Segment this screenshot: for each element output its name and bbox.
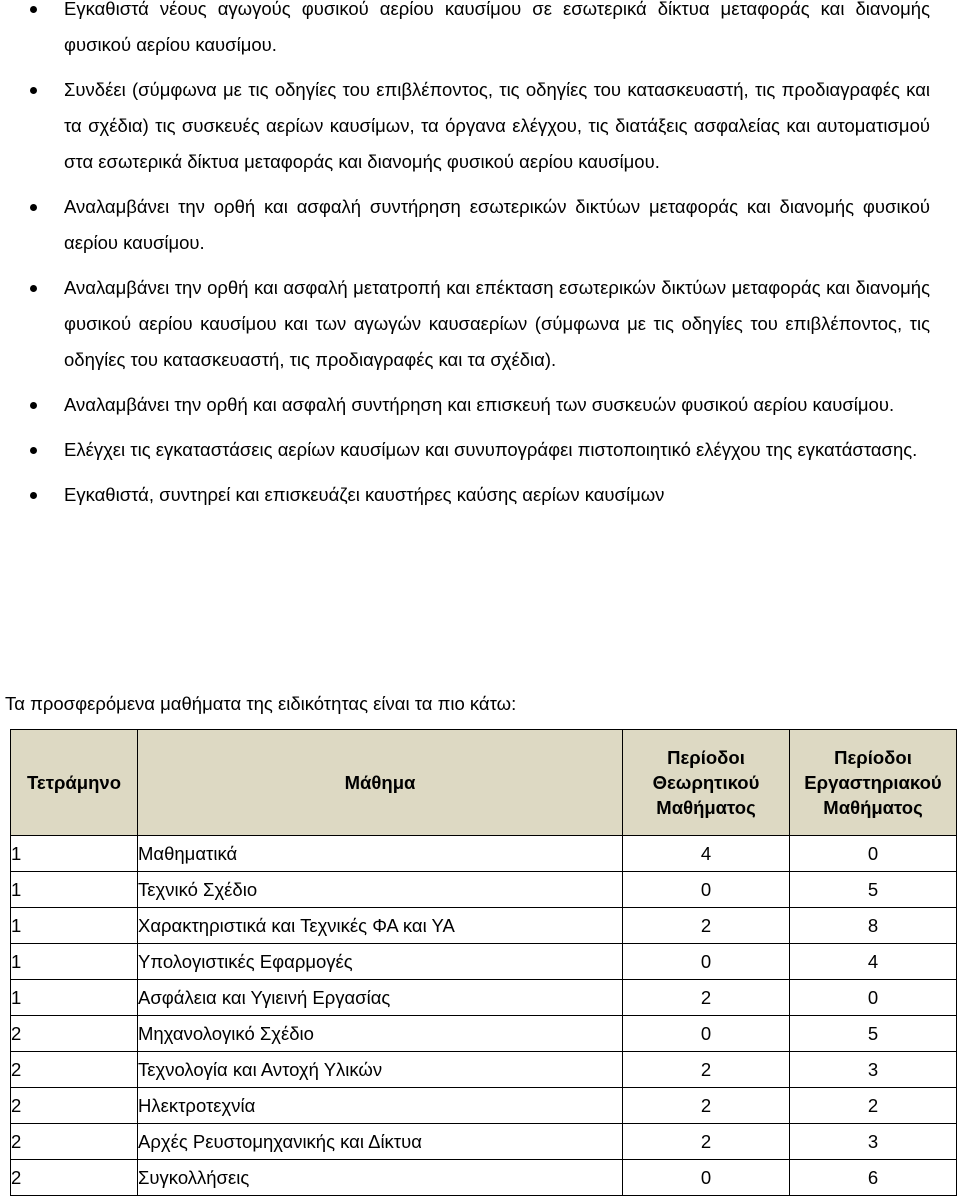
cell-lab-periods: 4 bbox=[790, 944, 957, 980]
cell-course: Υπολογιστικές Εφαρμογές bbox=[138, 944, 623, 980]
list-item-text: Εγκαθιστά νέους αγωγούς φυσικού αερίου καυσίμου σε εσωτερικά δίκτυα μεταφοράς και διανομής φυσικού αερίου καυσίμου. bbox=[64, 0, 930, 55]
cell-theory-periods: 0 bbox=[623, 1160, 790, 1196]
table-row bbox=[11, 872, 957, 908]
cell-semester: 2 bbox=[11, 1124, 138, 1160]
duties-list bbox=[0, 0, 960, 522]
cell-lab-periods: 0 bbox=[790, 836, 957, 872]
cell-theory-periods: 2 bbox=[623, 908, 790, 944]
cell-theory-periods: 0 bbox=[623, 1016, 790, 1052]
cell-lab-periods: 6 bbox=[790, 1160, 957, 1196]
list-item bbox=[0, 477, 960, 513]
table-row bbox=[11, 1016, 957, 1052]
bullet-dot-icon bbox=[30, 492, 37, 499]
table-row bbox=[11, 1052, 957, 1088]
cell-lab-periods: 8 bbox=[790, 908, 957, 944]
cell-theory-periods: 2 bbox=[623, 980, 790, 1016]
courses-intro: Τα προσφερόμενα μαθήματα της ειδικότητας είναι τα πιο κάτω: bbox=[5, 693, 517, 714]
cell-course: Χαρακτηριστικά και Τεχνικές ΦΑ και ΥΑ bbox=[138, 908, 623, 944]
list-item bbox=[0, 189, 960, 261]
list-item bbox=[0, 432, 960, 468]
table-row bbox=[11, 1160, 957, 1196]
cell-theory-periods: 0 bbox=[623, 944, 790, 980]
cell-course: Ασφάλεια και Υγιεινή Εργασίας bbox=[138, 980, 623, 1016]
table-row bbox=[11, 1088, 957, 1124]
header-lab-periods: Περίοδοι Εργαστηριακού Μαθήματος bbox=[790, 730, 957, 836]
table-row bbox=[11, 1124, 957, 1160]
cell-lab-periods: 3 bbox=[790, 1124, 957, 1160]
table-row bbox=[11, 908, 957, 944]
cell-course: Μηχανολογικό Σχέδιο bbox=[138, 1016, 623, 1052]
cell-course: Τεχνολογία και Αντοχή Υλικών bbox=[138, 1052, 623, 1088]
cell-semester: 1 bbox=[11, 944, 138, 980]
bullet-dot-icon bbox=[30, 447, 37, 454]
list-item bbox=[0, 72, 960, 180]
cell-course: Τεχνικό Σχέδιο bbox=[138, 872, 623, 908]
header-course: Μάθημα bbox=[138, 730, 623, 836]
cell-theory-periods: 2 bbox=[623, 1124, 790, 1160]
cell-semester: 1 bbox=[11, 980, 138, 1016]
list-item-text: Εγκαθιστά, συντηρεί και επισκευάζει καυστήρες καύσης αερίων καυσίμων bbox=[64, 484, 665, 505]
list-item-text: Συνδέει (σύμφωνα με τις οδηγίες του επιβλέποντος, τις οδηγίες του κατασκευαστή, τις προδιαγραφές και τα σχέδια) τις συσκευές αερίων καυσίμων, τα όργανα ελέγχου, τις διατάξεις ασφαλείας και αυτοματισμού στα εσωτερικά δίκτυα μεταφοράς και διανομής φυσικού αερίου καυσίμου. bbox=[64, 79, 930, 172]
cell-semester: 2 bbox=[11, 1160, 138, 1196]
cell-theory-periods: 2 bbox=[623, 1052, 790, 1088]
bullet-dot-icon bbox=[30, 87, 37, 94]
cell-lab-periods: 2 bbox=[790, 1088, 957, 1124]
header-semester: Τετράμηνο bbox=[11, 730, 138, 836]
bullet-dot-icon bbox=[30, 285, 37, 292]
list-item-text: Αναλαμβάνει την ορθή και ασφαλή συντήρηση εσωτερικών δικτύων μεταφοράς και διανομής φυσικού αερίου καυσίμου. bbox=[64, 196, 930, 253]
bullet-dot-icon bbox=[30, 402, 37, 409]
cell-theory-periods: 4 bbox=[623, 836, 790, 872]
table-header-row bbox=[11, 730, 957, 836]
courses-table bbox=[10, 729, 957, 1196]
cell-semester: 1 bbox=[11, 836, 138, 872]
list-item-text: Αναλαμβάνει την ορθή και ασφαλή μετατροπή και επέκταση εσωτερικών δικτύων μεταφοράς και διανομής φυσικού αερίου καυσίμου και των αγωγών καυσαερίων (σύμφωνα με τις οδηγίες του επιβλέποντος, τις οδηγίες του κατασκευαστή, τις προδιαγραφές και τα σχέδια). bbox=[64, 277, 930, 370]
courses-table-body bbox=[11, 836, 957, 1196]
cell-lab-periods: 5 bbox=[790, 1016, 957, 1052]
cell-course: Ηλεκτροτεχνία bbox=[138, 1088, 623, 1124]
table-row bbox=[11, 980, 957, 1016]
cell-lab-periods: 0 bbox=[790, 980, 957, 1016]
cell-course: Μαθηματικά bbox=[138, 836, 623, 872]
cell-semester: 2 bbox=[11, 1088, 138, 1124]
cell-course: Αρχές Ρευστομηχανικής και Δίκτυα bbox=[138, 1124, 623, 1160]
cell-lab-periods: 3 bbox=[790, 1052, 957, 1088]
bullet-dot-icon bbox=[30, 204, 37, 211]
list-item-text: Αναλαμβάνει την ορθή και ασφαλή συντήρηση και επισκευή των συσκευών φυσικού αερίου καυσίμου. bbox=[64, 394, 895, 415]
cell-lab-periods: 5 bbox=[790, 872, 957, 908]
table-row bbox=[11, 836, 957, 872]
list-item bbox=[0, 0, 960, 63]
cell-course: Συγκολλήσεις bbox=[138, 1160, 623, 1196]
bullet-dot-icon bbox=[30, 6, 37, 13]
list-item-text: Ελέγχει τις εγκαταστάσεις αερίων καυσίμων και συνυπογράφει πιστοποιητικό ελέγχου της εγκατάστασης. bbox=[64, 439, 918, 460]
cell-semester: 2 bbox=[11, 1016, 138, 1052]
list-item bbox=[0, 387, 960, 423]
cell-semester: 1 bbox=[11, 908, 138, 944]
list-item bbox=[0, 270, 960, 378]
cell-theory-periods: 0 bbox=[623, 872, 790, 908]
cell-semester: 2 bbox=[11, 1052, 138, 1088]
header-theory-periods: Περίοδοι Θεωρητικού Μαθήματος bbox=[623, 730, 790, 836]
cell-theory-periods: 2 bbox=[623, 1088, 790, 1124]
table-row bbox=[11, 944, 957, 980]
cell-semester: 1 bbox=[11, 872, 138, 908]
